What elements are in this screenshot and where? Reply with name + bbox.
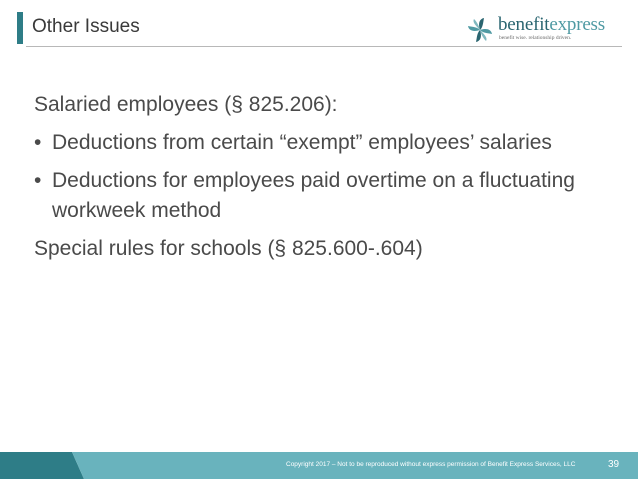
- body-line: Special rules for schools (§ 825.600-.604): [34, 237, 423, 260]
- company-logo: [466, 16, 626, 46]
- bullet-item: [34, 166, 594, 226]
- footer-dark-band: [0, 452, 84, 479]
- logo-tagline: benefit wise. relationship driven.: [499, 35, 572, 41]
- bullet-item: [34, 128, 594, 158]
- header-divider: [26, 46, 622, 47]
- bullet-marker: •: [34, 131, 42, 154]
- bullet-marker: •: [34, 169, 42, 192]
- pinwheel-logo-icon: [466, 16, 494, 44]
- body-line: Salaried employees (§ 825.206):: [34, 93, 338, 116]
- slide-footer: [0, 452, 638, 479]
- bullet-text: Deductions from certain “exempt” employees’ salaries: [52, 131, 552, 154]
- footer-copyright: Copyright 2017 – Not to be reproduced without express permission of Benefit Express Services, LLC: [286, 461, 576, 468]
- slide-title: Other Issues: [32, 16, 140, 37]
- header-accent-bar: [17, 12, 23, 44]
- slide-body: [34, 90, 594, 272]
- page-number: 39: [608, 459, 620, 470]
- bullet-text: Deductions for employees paid overtime on a fluctuating workweek method: [52, 169, 575, 222]
- logo-wordmark: benefitexpress: [498, 14, 605, 35]
